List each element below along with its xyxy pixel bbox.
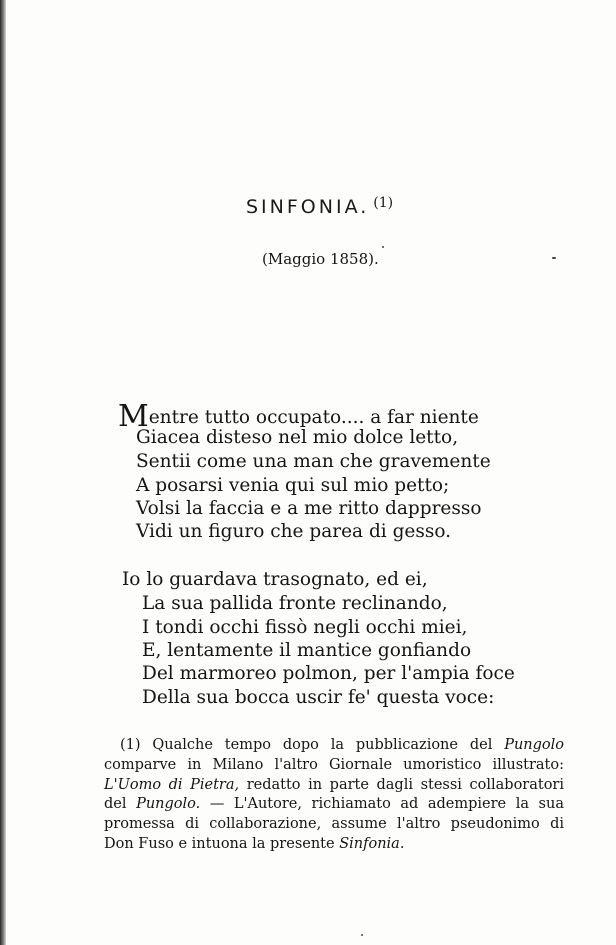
footnote-line <box>104 776 564 796</box>
verse-line: E, lentamente il mantice gonfiando <box>142 640 472 661</box>
footnote-line: promessa di collaborazione, assume l'altro pseudonimo di <box>104 816 564 833</box>
verse-line: Giacea disteso nel mio dolce letto, <box>136 427 459 448</box>
verse-line: Della sua bocca uscir fe' questa voce: <box>142 687 495 708</box>
poem-title-text: SINFONIA. <box>246 196 370 218</box>
footnote-italic: Pungolo. <box>136 796 201 813</box>
verse-text: entre tutto occupato.... a far niente <box>148 407 479 428</box>
verse-line: A posarsi venia qui sul mio petto; <box>136 475 450 496</box>
poem-title <box>246 196 393 218</box>
drop-cap: M <box>118 399 149 434</box>
verse-line: La sua pallida fronte reclinando, <box>142 593 448 614</box>
verse-line: Del marmoreo polmon, per l'ampia foce <box>142 663 515 684</box>
print-speck <box>552 257 556 259</box>
footnote-line <box>104 736 564 756</box>
footnote-line: comparve in Milano l'altro Giornale umoristico illustrato: <box>104 756 564 773</box>
footnote-italic: L'Uomo di Pietra, <box>104 776 240 793</box>
footnote-line <box>104 795 564 815</box>
verse-line <box>118 399 479 434</box>
verse-line: I tondi occhi fissò negli occhi miei, <box>142 617 468 638</box>
verse-line: Vidi un figuro che parea di gesso. <box>136 521 452 542</box>
footnote-italic: Pungolo <box>504 737 564 753</box>
print-speck <box>361 934 363 936</box>
footnote <box>104 736 564 855</box>
verse-line: Sentii come una man che gravemente <box>136 451 491 472</box>
footnote-line <box>104 835 564 855</box>
footnote-text: Don Fuso e intuona la presente <box>104 835 340 852</box>
footnote-reference: (1) <box>373 195 394 211</box>
footnote-text: redatto in parte dagli stessi collaboratori <box>239 776 565 793</box>
footnote-italic: Sinfonia. <box>339 835 405 852</box>
verse-line: Io lo guardava trasognato, ed ei, <box>122 569 428 590</box>
footnote-text: (1) Qualche tempo dopo la pubblicazione del <box>120 737 505 753</box>
poem-date: (Maggio 1858). <box>262 250 379 268</box>
footnote-text: del <box>104 796 137 813</box>
verse-line: Volsi la faccia e a me ritto dappresso <box>136 498 482 519</box>
footnote-text: — L'Autore, richiamato ad adempiere la sua <box>200 796 564 813</box>
print-speck <box>382 246 384 248</box>
page-binding-edge <box>0 0 6 945</box>
